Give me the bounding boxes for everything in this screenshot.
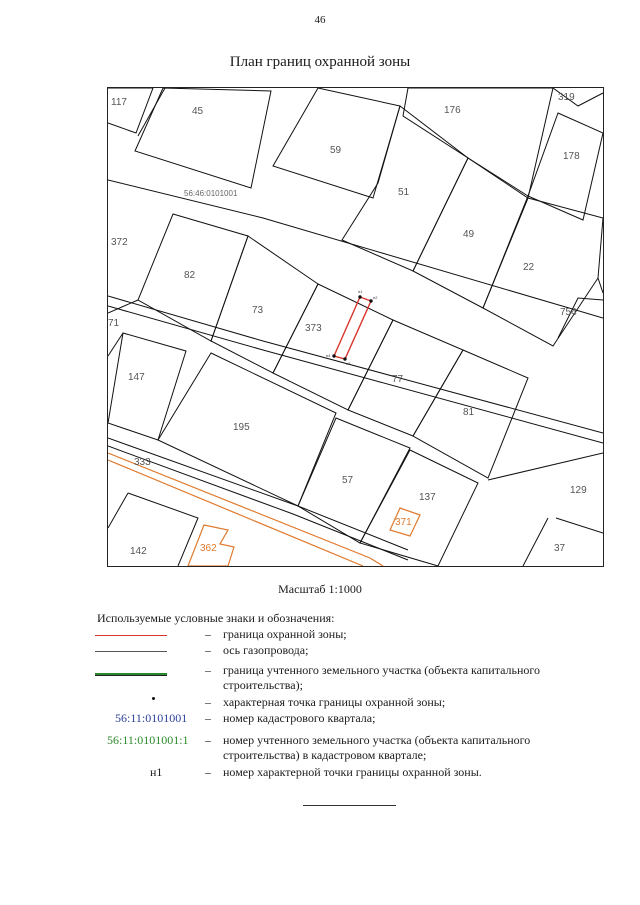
legend-dash: – <box>205 643 211 657</box>
parcel-129-outline <box>556 518 603 533</box>
parcel-label: 37 <box>554 543 566 554</box>
legend-text: характерная точка границы охранной зоны; <box>223 695 446 709</box>
legend-dash: – <box>205 627 211 641</box>
legend-item-quarter-number <box>95 711 595 727</box>
legend-dash: – <box>205 733 211 747</box>
point-label: н1 <box>358 289 363 294</box>
page-number: 46 <box>314 14 326 26</box>
parcel-label: 81 <box>463 407 475 418</box>
parcel-label: 71 <box>108 318 120 329</box>
gray-line-symbol <box>95 651 167 652</box>
parcel-label: 117 <box>111 97 127 108</box>
parcel-label: 22 <box>523 262 535 273</box>
parcel-label: 147 <box>128 372 145 383</box>
parcel-label: 129 <box>570 485 587 496</box>
parcel-37-outline <box>523 518 548 566</box>
parcel-label: 178 <box>563 151 580 162</box>
legend-dash: – <box>205 695 211 709</box>
parcel-label: 77 <box>392 374 404 385</box>
point-label: н2 <box>373 295 378 300</box>
parcel-label: 59 <box>330 145 342 156</box>
parcel-label: 754 <box>560 307 577 318</box>
parcel-73-outline <box>211 236 318 373</box>
legend-text: номер характерной точки границы охранной зоны. <box>223 765 482 779</box>
legend-dash: – <box>205 711 211 725</box>
parcel-137-outline <box>360 450 478 566</box>
page-title: План границ охранной зоны <box>229 54 411 70</box>
parcel-147-outline <box>108 333 186 440</box>
parcel-label: 49 <box>463 229 475 240</box>
parcel-number-symbol: 56:11:0101001:1 <box>107 733 189 747</box>
legend-text: номер кадастрового квартала; <box>223 711 376 725</box>
legend-text: граница учтенного земельного участка (объекта капитального строительства); <box>223 663 541 692</box>
parcel-label: 319 <box>558 92 575 103</box>
parcel-label: 45 <box>192 106 204 117</box>
parcel-label: 137 <box>419 492 436 503</box>
quarter-number-symbol: 56:11:0101001 <box>115 711 188 725</box>
parcel-label: 372 <box>111 237 128 248</box>
legend-text: ось газопровода; <box>223 643 309 657</box>
cadastral-map <box>107 87 604 567</box>
point-number-symbol: н1 <box>150 765 163 779</box>
parcel-label: 82 <box>184 270 196 281</box>
red-line-symbol <box>95 635 167 636</box>
parcel-label: 333 <box>134 457 151 468</box>
map-scale: Масштаб 1:1000 <box>278 582 362 596</box>
parcel-45-outline <box>135 88 271 188</box>
point-label: н3 <box>346 361 351 366</box>
zone-point-n4 <box>332 354 335 357</box>
map-drawing <box>108 88 603 566</box>
legend-text: номер учтенного земельного участка (объекта капитального строительства) в кадастровом квартале; <box>223 733 531 762</box>
signature-line <box>303 805 396 806</box>
zone-point-n1 <box>358 295 361 298</box>
parcel-176-outline <box>403 88 553 198</box>
parcel-label: 142 <box>130 546 147 557</box>
legend-item-parcel-boundary <box>95 663 595 695</box>
legend-item-gas-axis <box>95 643 595 659</box>
legend-item-zone-boundary <box>95 627 595 643</box>
legend-heading: Используемые условные знаки и обозначения: <box>97 611 335 625</box>
parcel-22-outline <box>483 198 603 346</box>
legend-dash: – <box>205 765 211 779</box>
legend-item-zone-point <box>95 695 595 711</box>
legend-dash: – <box>205 663 211 677</box>
quarter-number-label: 56:46:0101001 <box>184 189 238 198</box>
parcel-label: 371 <box>395 517 412 528</box>
point-symbol <box>152 697 155 700</box>
parcel-59-outline <box>273 88 400 198</box>
legend-item-parcel-number <box>95 733 595 765</box>
parcel-label: 195 <box>233 422 250 433</box>
gas-pipeline-axis <box>108 453 383 566</box>
legend-text: граница охранной зоны; <box>223 627 347 641</box>
parcel-label: 362 <box>200 543 217 554</box>
parcel-178-outline <box>528 113 603 220</box>
parcel-label: 51 <box>398 187 410 198</box>
parcel-label: 373 <box>305 323 322 334</box>
legend-item-point-number <box>95 765 595 781</box>
point-label: н4 <box>326 353 331 358</box>
parcel-label: 176 <box>444 105 461 116</box>
parcel-label: 73 <box>252 305 264 316</box>
green-line-symbol <box>95 673 167 675</box>
parcel-label: 57 <box>342 475 354 486</box>
